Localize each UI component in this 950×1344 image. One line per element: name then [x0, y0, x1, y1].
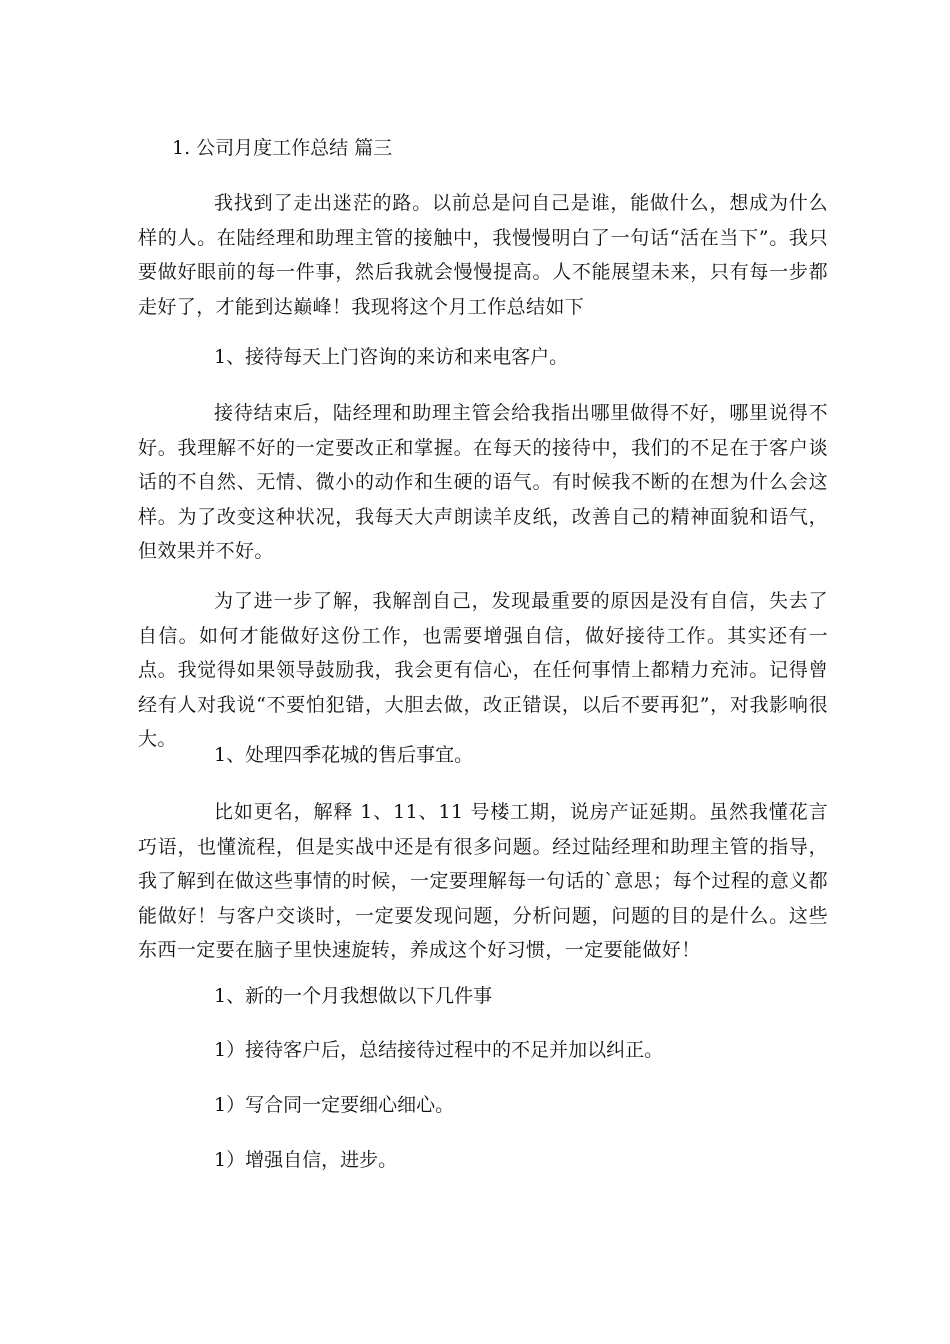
item2-paragraph: 比如更名，解释 1、11、11 号楼工期，说房产证延期。虽然我懂花言巧语，也懂流程，但是实战中还是有很多问题。经过陆经理和助理主管的指导，我了解到在做这些事情的时候，一定要理解每一句话的`意思；每个过程的意义都能做好！与客户交谈时，一定要发现问题，分析问题，问题的目的是什么。这些东西一定要在脑子里快速旋转，养成这个好习惯，一定要能做好！ [138, 801, 828, 961]
plan-item: 1）增强自信，进步。 [214, 1149, 398, 1171]
plan-item: 1）写合同一定要细心细心。 [214, 1094, 455, 1116]
intro-paragraph: 我找到了走出迷茫的路。以前总是问自己是谁，能做什么，想成为什么样的人。在陆经理和助理主管的接触中，我慢慢明白了一句话“活在当下”。我只要做好眼前的每一件事，然后我就会慢慢提高。人不能展望未来，只有每一步都走好了，才能到达巅峰！我现将这个月工作总结如下 [138, 192, 828, 318]
document-heading: 1. 公司月度工作总结 篇三 [172, 137, 393, 159]
item2-title: 1、处理四季花城的售后事宜。 [214, 744, 474, 766]
item1-paragraph-2: 为了进一步了解，我解剖自己，发现最重要的原因是没有自信，失去了自信。如何才能做好这份工作，也需要增强自信，做好接待工作。其实还有一点。我觉得如果领导鼓励我，我会更有信心，在任何事情上都精力充沛。记得曾经有人对我说“不要怕犯错，大胆去做，改正错误，以后不要再犯”，对我影响很大。 [138, 590, 828, 750]
item1-title: 1、接待每天上门咨询的来访和来电客户。 [214, 346, 569, 368]
plan-item: 1）接待客户后，总结接待过程中的不足并加以纠正。 [214, 1039, 664, 1061]
item3-title: 1、新的一个月我想做以下几件事 [214, 985, 493, 1007]
item1-paragraph-1: 接待结束后，陆经理和助理主管会给我指出哪里做得不好，哪里说得不好。我理解不好的一定要改正和掌握。在每天的接待中，我们的不足在于客户谈话的不自然、无情、微小的动作和生硬的语气。有时候我不断的在想为什么会这样。为了改变这种状况，我每天大声朗读羊皮纸，改善自己的精神面貌和语气，但效果并不好。 [138, 402, 828, 562]
